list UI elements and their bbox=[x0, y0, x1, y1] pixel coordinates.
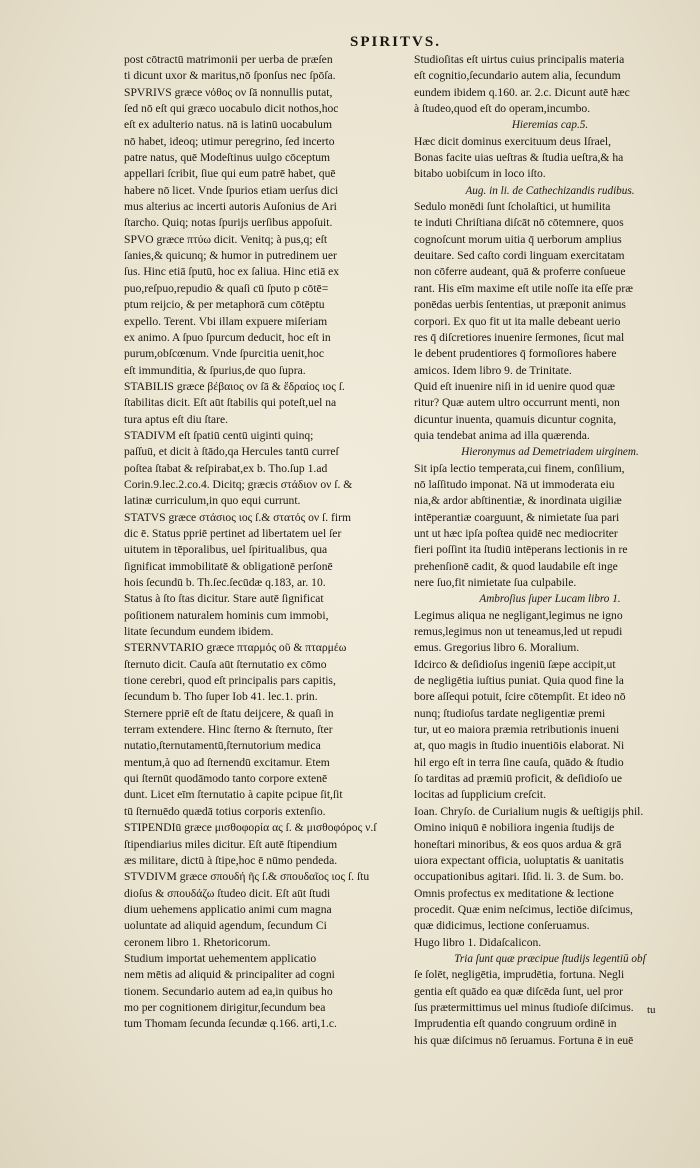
text-line: ſo tarditas ad præmiū proficit, & deſidioſo ue bbox=[414, 772, 623, 786]
text-line: occupationibus agitari. Iſid. li. 3. de Sum. bo. bbox=[414, 870, 624, 884]
text-line: uiora expectant officia, uoluptatis & uanitatis bbox=[414, 853, 624, 867]
text-line: corpori. Ex quo fit ut ita malle debeant uerio bbox=[414, 314, 621, 328]
text-line: nō laſſitudo imponat. Nā ut immoderata eiu bbox=[414, 477, 615, 491]
text-line: ſed nō eſt qui græco uocabulo dicit nothos,hoc bbox=[124, 102, 339, 116]
text-line: ex animo. A ſpuo ſpurcum deducit, hoc eſt in bbox=[124, 330, 331, 344]
text-line: ſternuto dicit. Cauſa aūt ſternutatio ex cōmo bbox=[124, 657, 327, 671]
text-line: ceronem libro 1. Rhetoricorum. bbox=[124, 935, 271, 949]
text-line: ſtabilitas dicit. Eſt aūt ſtabilis qui poteſt,uel na bbox=[124, 396, 337, 410]
text-line: Aug. in li. de Cathechizandis rudibus. bbox=[465, 184, 635, 197]
text-line: emus. Gregorius libro 6. Moralium. bbox=[414, 641, 580, 655]
text-line: Sedulo monēdi ſunt ſcholaſtici, ut humilita bbox=[414, 200, 611, 214]
text-line: expello. Terent. Vbi illam expuere miſeriam bbox=[124, 314, 328, 328]
text-line: unt ut hæc ipſa poſtea quidē nec mediocriter bbox=[414, 526, 618, 540]
text-line: hois ſecundū b. Th.ſec.ſecūdæ q.183, ar. 10. bbox=[124, 576, 326, 589]
text-line: eundem ibidem q.160. ar. 2.c. Dicunt autē hæc bbox=[414, 85, 630, 99]
text-line: Hugo libro 1. Didaſcalicon. bbox=[414, 935, 542, 949]
text-line: latinæ curriculum,in quo equi currunt. bbox=[124, 494, 301, 508]
text-line: fieri poſſint ita ſtudiū intēperans lectionis in re bbox=[414, 543, 628, 557]
text-line: paſſuū, et dicit à ſtādo,qa Hercules tantū curreſ bbox=[124, 445, 339, 459]
text-line: Studium importat uehementem applicatio bbox=[124, 951, 317, 965]
text-line: ti dicunt uxor & maritus,nō ſponſus nec ſpōſa. bbox=[124, 69, 336, 83]
text-line: locitas ad ſupplicium creſcit. bbox=[414, 788, 546, 802]
text-line: poſtea ſtabat & reſpirabat,ex b. Tho.ſup 1.ad bbox=[124, 461, 328, 475]
text-line: de negligētia iuſtius puniat. Quia quod fine la bbox=[414, 674, 624, 688]
text-line: ritur? Quæ autem ultro occurrunt menti, non bbox=[414, 396, 620, 410]
text-line: ſanies,& quicunq; & humor in putredinem uer bbox=[124, 249, 337, 263]
text-line: mus alterius ac incerti autoris Auſonius de Ari bbox=[124, 200, 337, 214]
text-line: puo,reſpuo,repudio & quaſi cū ſputo p cōtē= bbox=[124, 281, 329, 295]
text-line: nunq; ſtudioſus tardate negligentiæ premi bbox=[414, 706, 606, 720]
text-line: qui ſternūt quodāmodo tanto corpore extenē bbox=[124, 772, 328, 786]
text-line: Idcirco & deſidioſus ingeniū ſæpe accipit,ut bbox=[414, 657, 616, 671]
text-line: poſitionem naturalem hominis cum immobi, bbox=[124, 608, 329, 622]
text-line: Hæc dicit dominus exercituum deus Iſrael, bbox=[414, 134, 612, 148]
text-line: deuitare. Sed caſto cordi linguam exercitatam bbox=[414, 249, 625, 263]
text-line: terram extendere. Hinc ſterno & ſternuto, ſter bbox=[124, 723, 333, 737]
text-line: habere nō licet. Vnde ſpurios etiam uerſus dici bbox=[124, 183, 339, 197]
text-line: dioſus & σπουδάζω ſtudeo dicit. Eſt aūt ſtudi bbox=[124, 886, 331, 900]
text-line: dium uehemens applicatio animi cum magna bbox=[124, 902, 332, 916]
text-line: quia tendebat anima ad illa quærenda. bbox=[414, 428, 590, 442]
text-line: ſecundum b. Tho ſuper Iob 41. lec.1. prin. bbox=[124, 690, 318, 704]
text-line: Omino iniquū ē nobiliora ingenia ſtudijs de bbox=[414, 821, 615, 835]
text-line: his quæ diſcimus nō ſeruamus. Fortuna ē in euē bbox=[414, 1033, 634, 1047]
text-line: litate ſecundum eundem ibidem. bbox=[124, 625, 274, 639]
text-line: rant. His eīm maxime eſt utile noſſe ita eſſe præ bbox=[414, 281, 633, 295]
right-column bbox=[414, 52, 686, 1049]
text-line: Corin.9.lec.2.co.4. Dicitq; græcis στάδιον ον ſ. & bbox=[124, 477, 353, 491]
text-line: Sternere ppriē eſt de ſtatu deijcere, & quaſi in bbox=[124, 706, 334, 720]
text-line: nutatio,ſternutamentū,ſternutorium medica bbox=[124, 739, 321, 753]
text-line: STATVS græce στάσιος ιος ſ.& στατός ον ſ. firm bbox=[124, 510, 351, 524]
text-line: ſtipendiarius miles dicitur. Eſt autē ſtipendium bbox=[124, 837, 338, 851]
text-line: Hieremias cap.5. bbox=[511, 119, 589, 132]
text-line: res q̄ diſcretiores inuenire ſermones, ſicut mal bbox=[414, 330, 625, 344]
text-line: eſt cognitio,ſecundario autem alia, ſecundum bbox=[414, 69, 621, 83]
text-line: ptum reijcio, & per metaphorā cum cōtēptu bbox=[124, 298, 325, 312]
text-line: patre natus, quē Modeſtinus uulgo cōceptum bbox=[124, 151, 331, 165]
text-line: STIPENDIū græce μισθοφορία ας ſ. & μισθοφόρος ν.ſ bbox=[124, 821, 377, 835]
text-line: purum,obſcœnum. Vnde ſpurcitia uenit,hoc bbox=[124, 347, 325, 361]
text-line: bore aſſequi potuit, ſcire cōtempſit. Et ideo nō bbox=[414, 690, 626, 704]
text-line: ſe ſolēt, negligētia, imprudētia, fortuna. Negli bbox=[414, 968, 625, 982]
text-line: ſignificat immobilitatē & obligationē perſonē bbox=[124, 559, 333, 573]
text-line: honeſtari minoribus, & eos quos ardua & grā bbox=[414, 837, 622, 851]
text-line: STADIVM eſt ſpatiū centū uiginti quinq; bbox=[124, 428, 314, 442]
text-line: te induti Chriſtiana diſcāt nō cōtemnere, quos bbox=[414, 216, 624, 230]
text-line: Hieronymus ad Demetriadem uirginem. bbox=[461, 446, 639, 459]
text-line: nia,& ardor abſtinentiæ, & inordinata uigiliæ bbox=[414, 494, 622, 508]
text-line: ſtarcho. Quiq; notas ſpurijs uerſibus appoſuit. bbox=[124, 216, 333, 230]
text-line: tura aptus eſt diu ſtare. bbox=[124, 412, 228, 426]
text-line: Studioſitas eſt uirtus cuius principalis materia bbox=[414, 53, 625, 66]
text-line: Sit ipſa lectio temperata,cui finem, conſilium, bbox=[414, 461, 625, 475]
text-line: SPVO græce πτύω dicit. Venitq; à pus,q; eſt bbox=[124, 232, 328, 246]
text-line: quæ didicimus, lectione conſeruamus. bbox=[414, 919, 590, 933]
text-line: eſt immunditia, & ſpurius,de quo ſupra. bbox=[124, 363, 306, 377]
text-line: STERNVTARIO græce πταρμός οῦ & πταρμέω bbox=[124, 641, 347, 655]
text-line: post cōtractū matrimonii per uerba de præſen bbox=[124, 53, 333, 66]
text-line: dic ē. Status ppriē pertinet ad libertatem uel ſer bbox=[124, 526, 342, 540]
text-line: ponēdas uerbis ſententias, ut præponit animus bbox=[414, 298, 626, 312]
text-line: tum Thomam ſecunda ſecundæ q.166. arti,1.c. bbox=[124, 1017, 337, 1031]
text-line: mo per cognitionem dirigitur,ſecundum bea bbox=[124, 1000, 326, 1014]
text-line: Tria ſunt quæ præcipue ſtudijs legentiū obſ bbox=[454, 952, 646, 965]
text-line: à ſtudeo,quod eſt do operam,incumbo. bbox=[414, 102, 591, 116]
text-line: appellari ſcribit, ſiue qui eum patrē habet, quē bbox=[124, 167, 336, 181]
text-line: æs militare, dictū à ſtipe,hoc ē nūmo pendeda. bbox=[124, 853, 338, 867]
text-line: tū ſternuēdo quædā totius corporis extenſio. bbox=[124, 804, 326, 818]
text-line: cognoſcunt morum uitia q̄ uerborum amplius bbox=[414, 232, 622, 246]
text-line: Imprudentia eſt quando congruum ordinē in bbox=[414, 1017, 617, 1031]
text-line: Ioan. Chryſo. de Curialium nugis & ueſtigijs phil. bbox=[414, 804, 644, 818]
text-line: Quid eſt inuenire niſi in id uenire quod quæ bbox=[414, 379, 615, 393]
text-line: prehenſionē cadit, & quod laudabile eſt inge bbox=[414, 559, 618, 573]
text-line: amicos. Idem libro 9. de Trinitate. bbox=[414, 363, 572, 377]
text-line: intēperantiæ coarguunt, & nimietate ſua pari bbox=[414, 510, 620, 524]
text-line: STABILIS græce βέβαιος ον ſā & ἕδραίος ιος ſ. bbox=[124, 379, 345, 393]
text-line: STVDIVM græce σπουδή ῆς ſ.& σπουδαῖος ιος ſ. ſtu bbox=[124, 870, 370, 884]
text-line: tione cerebri, quod eſt principalis pars capitis, bbox=[124, 674, 336, 688]
text-line: hil ergo eſt in terra ſine cauſa, quādo & ſtudio bbox=[414, 755, 624, 769]
text-line: mentum,à quo ad ſternendū excitamur. Etem bbox=[124, 755, 330, 769]
text-line: tur, ut eo maiora præmia retributionis inueni bbox=[414, 723, 620, 737]
text-line: dunt. Licet eīm ſternutatio à capite pcipue ſit,ſit bbox=[124, 788, 343, 802]
text-line: uitutem in tēporalibus, uel ſpiritualibus, qua bbox=[124, 543, 328, 557]
text-line: Status à ſto ſtas dicitur. Stare autē ſignificat bbox=[124, 592, 324, 606]
text-line: nere ſuo,fit nimietate ſua culpabile. bbox=[414, 576, 577, 589]
text-line: nem mētis ad aliquid & principaliter ad cogni bbox=[124, 968, 335, 982]
text-line: SPVRIVS græce νόθος ον ſā nonnullis putat, bbox=[124, 85, 333, 99]
text-line: non cōferre audeant, quā & proferre conſueue bbox=[414, 265, 626, 279]
text-line: Omnis profectus ex meditatione & lectione bbox=[414, 886, 614, 900]
text-line: ſus prætermittimus uel minus ſtudioſe diſcimus. bbox=[414, 1000, 634, 1014]
text-line: eſt ex adulterio natus. nā is latinū uocabulum bbox=[124, 118, 332, 132]
text-line: bitabo uobiſcum in loco iſto. bbox=[414, 167, 546, 181]
text-line: gentia eſt quādo ea quæ diſcēda ſunt, uel pror bbox=[414, 984, 623, 998]
text-line: nō habet, ideoq; utimur peregrino, ſed incerto bbox=[124, 134, 335, 148]
text-line: remus,legimus non ut teneamus,led ut repudi bbox=[414, 625, 623, 639]
text-line: tionem. Secundario autem ad ea,in quibus ho bbox=[124, 984, 333, 998]
text-line: Legimus aliqua ne negligant,legimus ne igno bbox=[414, 608, 623, 622]
text-line: uoluntate ad aliquid agendum, ſecundum Ci bbox=[124, 919, 327, 933]
text-line: Bonas facite uias ueſtras & ſtudia ueſtra,& ha bbox=[414, 151, 624, 165]
text-line: procedit. Quæ enim neſcimus, lectiōe diſcimus, bbox=[414, 902, 633, 916]
text-line: at, quo magis in ſtudio inuentiōis elaborat. Ni bbox=[414, 739, 625, 753]
running-head: SPIRITVS. bbox=[350, 34, 441, 50]
left-column bbox=[124, 52, 396, 1033]
text-line: dicuntur inuenta, quamuis dicuntur cognita, bbox=[414, 412, 617, 426]
text-line: Ambroſius ſuper Lucam libro 1. bbox=[479, 593, 621, 606]
text-line: le debent prudentiores q̄ formoſiores habere bbox=[414, 347, 617, 361]
catchword: tu bbox=[647, 1004, 656, 1016]
text-line: ſus. Hinc etiā ſputū, hoc ex ſaliua. Hinc etiā ex bbox=[124, 265, 340, 279]
